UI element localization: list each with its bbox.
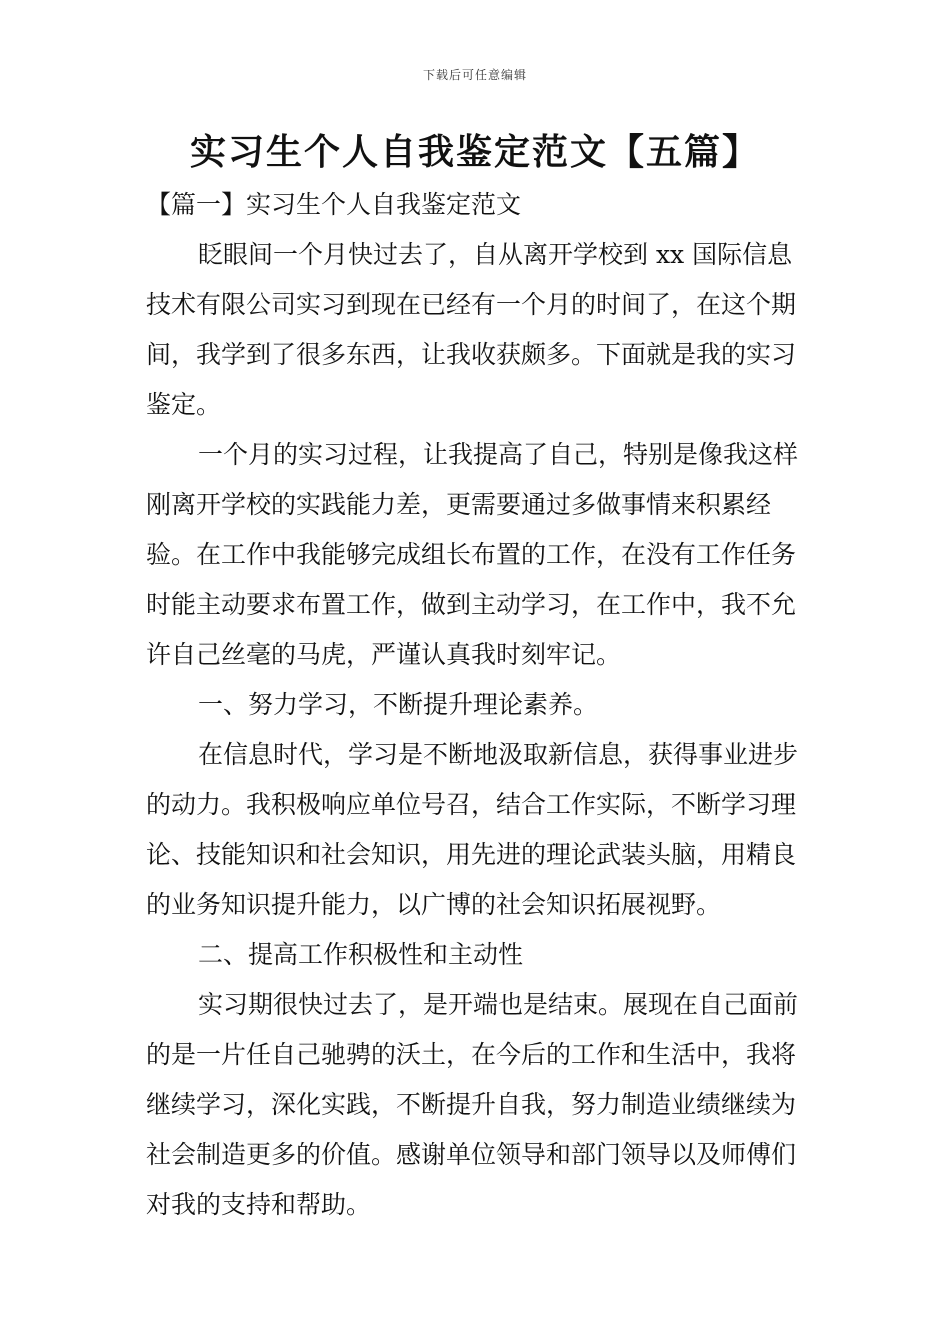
document-title: 实习生个人自我鉴定范文【五篇】 (189, 131, 760, 173)
header-note: 下载后可任意编辑 (422, 68, 527, 82)
paragraph-process: 一个月的实习过程，让我提高了自己，特别是像我这样刚离开学校的实践能力差，更需要通过多做事情来积累经验。在工作中我能够完成组长布置的工作，在没有工作任务时能主动要求布置工作，做到主动学习，在工作中，我不允许自己丝毫的马虎，严谨认真我时刻牢记。 (146, 440, 799, 669)
paragraph-study: 在信息时代，学习是不断地汲取新信息，获得事业进步的动力。我积极响应单位号召，结合工作实际，不断学习理论、技能知识和社会知识，用先进的理论武装头脑，用精良的业务知识提升能力，以广博的社会知识拓展视野。 (146, 740, 799, 919)
section-heading: 【篇一】实习生个人自我鉴定范文 (146, 190, 522, 219)
subheading-initiative: 二、提高工作积极性和主动性 (198, 940, 524, 969)
document-body (146, 180, 806, 1230)
subheading-study: 一、努力学习，不断提升理论素养。 (198, 690, 599, 719)
paragraph-conclusion: 实习期很快过去了，是开端也是结束。展现在自己面前的是一片任自己驰骋的沃土，在今后的工作和生活中，我将继续学习，深化实践，不断提升自我，努力制造业绩继续为社会制造更多的价值。感谢单位领导和部门领导以及师傅们对我的支持和帮助。 (146, 990, 799, 1219)
paragraph-intro: 眨眼间一个月快过去了，自从离开学校到 xx 国际信息技术有限公司实习到现在已经有一个月的时间了，在这个期间，我学到了很多东西，让我收获颇多。下面就是我的实习鉴定。 (146, 240, 797, 419)
